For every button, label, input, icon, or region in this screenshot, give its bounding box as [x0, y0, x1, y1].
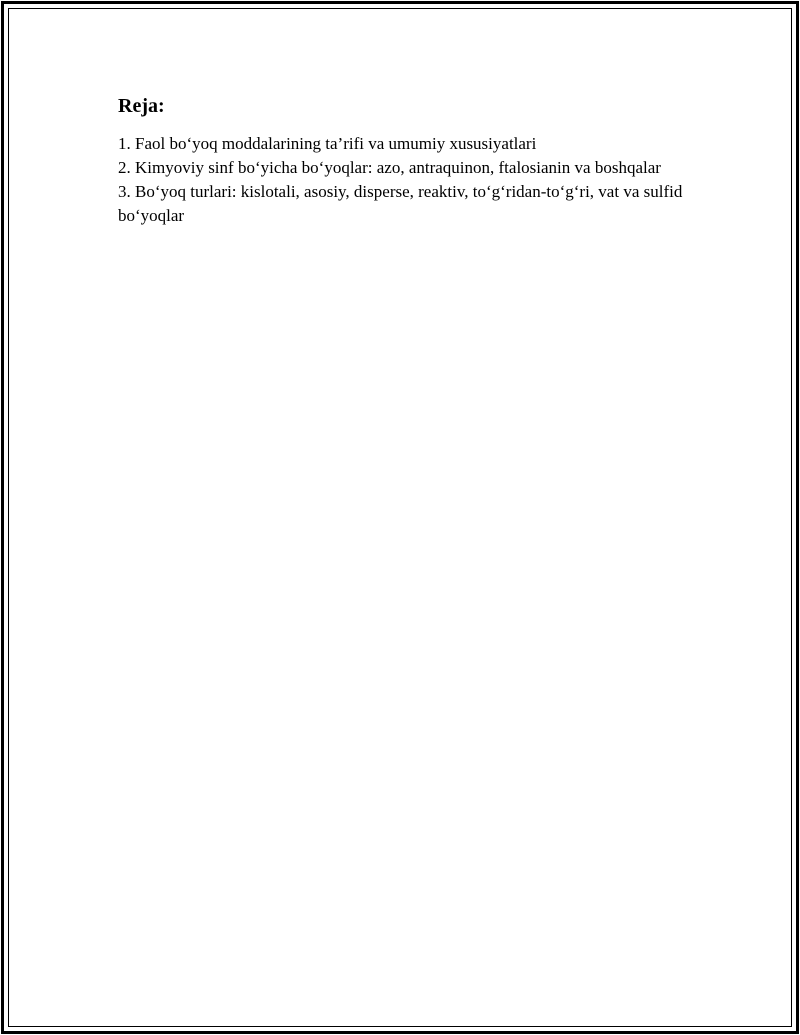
plan-item-1: 1. Faol bo‘yoq moddalarining ta’rifi va umumiy xususiyatlari [118, 134, 537, 153]
document-body [118, 92, 708, 228]
plan-item-3: 3. Bo‘yoq turlari: kislotali, asosiy, disperse, reaktiv, to‘g‘ridan-to‘g‘ri, vat va sulfid bo‘yoqlar [118, 182, 683, 225]
plan-list [118, 132, 708, 228]
plan-item-2: 2. Kimyoviy sinf bo‘yicha bo‘yoqlar: azo, antraquinon, ftalosianin va boshqalar [118, 158, 661, 177]
plan-heading: Reja: [118, 95, 165, 117]
